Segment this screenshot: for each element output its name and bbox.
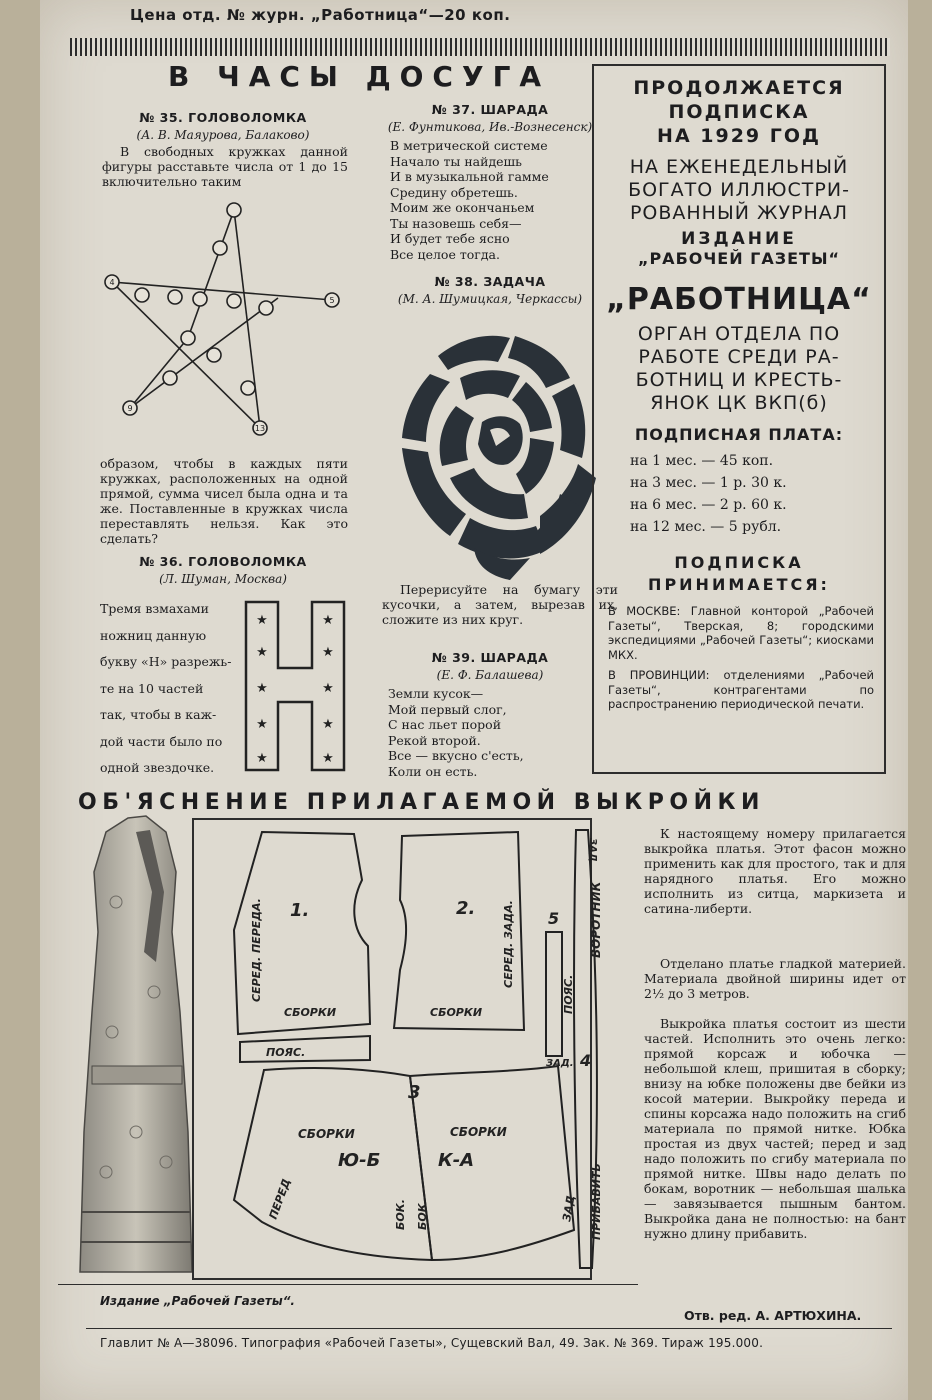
charade-39-poem — [388, 686, 568, 779]
poem-line: Ты назовешь себя— — [390, 215, 522, 231]
poem-line: Коли он есть. — [388, 763, 478, 779]
pattern-label: БОК. — [416, 1199, 429, 1230]
star-icon: ★ — [256, 717, 268, 732]
puzzle-36-title: № 36. ГОЛОВОЛОМКА — [139, 554, 307, 569]
star-icon: ★ — [322, 645, 334, 660]
headline-line: НА 1929 ГОД — [657, 125, 821, 147]
star-circle-label: 13 — [254, 424, 266, 433]
pattern-paragraph-2: Отделано платье гладкой материей. Материала двойной ширины идет от 2½ до 3 метров. — [644, 956, 906, 1001]
puzzle-36-author: (Л. Шуман, Москва) — [159, 572, 287, 586]
puzzle-36-line: букву «Н» разрежь- — [100, 654, 232, 669]
star-icon: ★ — [322, 681, 334, 696]
subscription-ad — [592, 64, 886, 774]
fee-row: на 1 мес. — 45 коп. — [630, 453, 774, 469]
letter-h-figure — [242, 598, 350, 774]
pattern-piece-5 — [546, 932, 562, 1056]
poem-line: Мой первый слог, — [388, 701, 507, 717]
pattern-piece-skirt-front — [234, 1068, 432, 1260]
poem-line: И в музыкальной гамме — [390, 169, 549, 184]
puzzle-36-line: дой части было по — [100, 733, 223, 749]
pattern-label: ПОЯС. — [562, 974, 575, 1014]
price-line: Цена отд. № журн. „Работница“—20 коп. — [130, 6, 511, 24]
footer-rule — [58, 1284, 638, 1285]
poem-line: Рекой второй. — [388, 732, 481, 748]
pattern-label: К-А — [438, 1150, 475, 1171]
puzzle-36-line: Тремя взмахами — [100, 601, 209, 616]
puzzle-35-title: № 35. ГОЛОВОЛОМКА — [139, 110, 307, 125]
weekly-line: НА ЕЖЕНЕДЕЛЬНЫЙ — [629, 156, 849, 178]
pattern-paragraph-1: К настоящему номеру прилагается выкройка платья. Этот фасон можно применить как для простого, так и для нарядного платья. Его можно исполнить из ситца, маркизета и сатина-либерти. — [644, 826, 906, 916]
subscription-izdanie: ИЗДАНИЕ — [681, 229, 797, 249]
pattern-label: ПРИБАВИТЬ — [590, 1163, 603, 1240]
fee-row: на 12 мес. — 5 рубл. — [630, 519, 782, 535]
puzzle-35-author: (А. В. Маяурова, Балаково) — [136, 128, 310, 142]
pattern-label: ПЕРЕД — [266, 1177, 294, 1222]
poem-line: Все целое тогда. — [390, 246, 500, 262]
footer-publisher: Издание „Рабочей Газеты“. — [100, 1294, 295, 1308]
charade-39-author: (Е. Ф. Балашева) — [436, 668, 544, 682]
star-icon: ★ — [256, 613, 268, 628]
pattern-label: СБОРКИ — [430, 1006, 483, 1019]
star-icon: ★ — [256, 681, 268, 696]
organ-line: ОРГАН ОТДЕЛА ПО — [637, 323, 841, 345]
poem-line: Земли кусок— — [388, 686, 484, 701]
header-hatch-rule — [70, 38, 890, 56]
star-icon: ★ — [256, 751, 268, 766]
subscription-weekly — [594, 156, 884, 225]
circle-pieces-figure — [390, 318, 600, 580]
pattern-paragraph-3: Выкройка платья состоит из шести частей. Исполнить это очень легко: прямой корсаж и юбочка — небольшой клеш, пришитая в сборку; внизу на юбке положены две бейки из косой материи. Выкройку переда и спины корсажа надо положить на сгиб материала по прямой нитке. Юбка простая из двух частей; перед и зад надо положить по сгибу материала по прямой нитке. Швы надо делать по бокам, воротник — небольшая шалька — завязывается пышным бантом. Выкройка дана не полностью: на бант нужно длину прибавить. — [644, 1016, 906, 1241]
charade-37-poem — [390, 138, 600, 262]
star-circle-label: 5 — [329, 296, 335, 305]
pattern-label: ЗАД. — [546, 1058, 574, 1069]
magazine-name: „РАБОТНИЦА“ — [606, 282, 872, 317]
puzzle-36-line: ножниц данную — [100, 627, 207, 643]
accept-line: ПРИНИМАЕТСЯ: — [648, 575, 830, 594]
puzzle-36-line: те на 10 частей — [100, 680, 204, 696]
subscription-paper: „РАБОЧЕЙ ГАЗЕТЫ“ — [637, 249, 841, 268]
leisure-title: В ЧАСЫ ДОСУГА — [168, 60, 551, 93]
pattern-label: СЕРЕД. ЗАДА. — [502, 900, 515, 988]
subscription-accept — [594, 552, 884, 596]
fee-row: на 6 мес. — 2 р. 60 к. — [630, 497, 787, 513]
puzzle-36-line: так, чтобы в каж- — [100, 707, 217, 722]
pattern-label: ЗАД — [560, 1194, 578, 1223]
pattern-label: СБОРКИ — [298, 1127, 355, 1141]
weekly-line: РОВАННЫЙ ЖУРНАЛ — [629, 202, 849, 224]
pattern-label: СБОРКИ — [284, 1006, 337, 1019]
poem-line: И будет тебе ясно — [390, 231, 510, 246]
poem-line: С нас льет порой — [388, 717, 502, 732]
sewing-pattern-diagram — [194, 820, 603, 1278]
puzzle-35-text-bottom: образом, чтобы в каждых пяти кружках, расположенных на одной прямой, сумма чисел была одна и та же. Поставленные в кружках числа переставлять нельзя. Как это сделать? — [100, 456, 348, 546]
puzzle-36-line: одной звездочке. — [100, 760, 215, 775]
subscription-headline — [594, 76, 884, 148]
pattern-section-title: ОБ'ЯСНЕНИЕ ПРИЛАГАЕМОЙ ВЫКРОЙКИ — [78, 790, 765, 815]
accept-line: ПОДПИСКА — [674, 553, 804, 572]
subscription-moscow: В МОСКВЕ: Главной конторой „Рабочей Газеты“, Тверская, 8; городскими экспедициями „Рабочей Газеты“; киосками МКХ. — [608, 604, 874, 662]
star-icon: ★ — [322, 613, 334, 628]
star-circle-label: 9 — [127, 404, 133, 413]
problem-38-title: № 38. ЗАДАЧА — [434, 274, 546, 289]
pattern-piece-skirt-back — [410, 1066, 574, 1260]
fee-row: на 3 мес. — 1 р. 30 к. — [630, 475, 787, 491]
pattern-label: ЗАД — [587, 838, 598, 862]
poem-line: Средину обретешь. — [390, 184, 518, 200]
headline-line: ПРОДОЛЖАЕТСЯ — [633, 77, 845, 99]
weekly-line: БОГАТО ИЛЛЮСТРИ- — [628, 179, 850, 201]
organ-line: РАБОТЕ СРЕДИ РА- — [638, 346, 840, 368]
footer-rule-2 — [86, 1328, 892, 1329]
pattern-label: ВОРОТНИК — [589, 881, 603, 958]
star-circle-label: 4 — [109, 278, 115, 287]
pattern-label: 4 — [580, 1051, 592, 1070]
headline-line: ПОДПИСКА — [668, 101, 810, 123]
charade-39-title: № 39. ШАРАДА — [431, 650, 549, 665]
organ-line: БОТНИЦ И КРЕСТЬ- — [635, 369, 843, 391]
poem-line: Моим же окончаньем — [390, 200, 535, 215]
pattern-label: 1. — [290, 900, 310, 921]
puzzle-36-text — [100, 596, 236, 782]
charade-37-title: № 37. ШАРАДА — [431, 102, 549, 117]
pattern-label: 5 — [548, 909, 560, 928]
pattern-label: 3 — [408, 1082, 421, 1103]
star-icon: ★ — [322, 751, 334, 766]
pattern-label: БОК. — [394, 1199, 407, 1230]
star-icon: ★ — [256, 645, 268, 660]
dress-illustration — [76, 812, 192, 1282]
poem-line: Все — вкусно с'есть, — [388, 748, 524, 763]
poem-line: Начало ты найдешь — [390, 153, 522, 169]
organ-line: ЯНОК ЦК ВКП(б) — [650, 392, 828, 414]
subscription-organ — [594, 323, 884, 415]
star-icon: ★ — [322, 717, 334, 732]
pattern-label: Ю-Б — [338, 1150, 381, 1171]
puzzle-35-text-top: В свободных кружках данной фигуры расставьте числа от 1 до 15 включительно таким — [102, 144, 348, 189]
pattern-label: СБОРКИ — [450, 1125, 507, 1139]
footer-imprint: Главлит № А—38096. Типография «Рабочей Газеты», Сущевский Вал, 49. Зак. № 369. Тираж 195.000. — [100, 1336, 764, 1350]
problem-38-author: (М. А. Шумицкая, Черкассы) — [397, 292, 583, 306]
footer-editor: Отв. ред. А. АРТЮХИНА. — [684, 1308, 862, 1323]
poem-line: В метрической системе — [390, 138, 548, 153]
subscription-province: В ПРОВИНЦИИ: отделениями „Рабочей Газеты“, контрагентами по распространению периодической печати. — [608, 668, 874, 711]
pattern-label: СЕРЕД. ПЕРЕДА. — [250, 898, 263, 1002]
pattern-label: 2. — [456, 898, 476, 919]
charade-37-author: (Е. Фунтикова, Ив.-Вознесенск) — [387, 120, 593, 134]
pattern-label: ПОЯС. — [266, 1046, 306, 1059]
problem-38-text: Перерисуйте на бумагу эти кусочки, а затем, вырезав их, сложите из них круг. — [382, 582, 618, 627]
subscription-fee-title: ПОДПИСНАЯ ПЛАТА: — [634, 425, 844, 444]
star-puzzle-figure — [100, 198, 350, 448]
subscription-fee-list — [630, 450, 884, 538]
